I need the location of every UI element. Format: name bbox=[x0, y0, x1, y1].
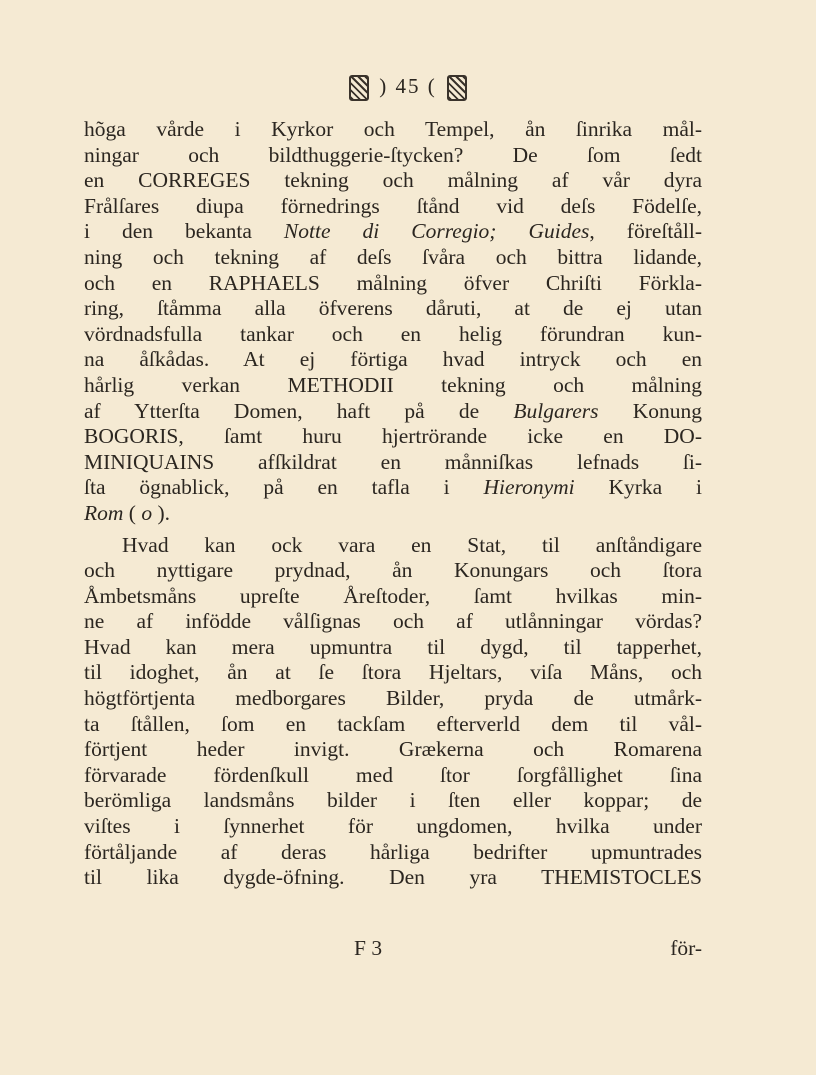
text-segment: , föreſtåll- bbox=[589, 219, 703, 244]
text-segment: Hvad kan mera upmuntra til dygd, til tapperhet, bbox=[84, 634, 702, 659]
text-segment: förtåljande af deras hårliga bedrifter upmuntrades bbox=[84, 839, 702, 864]
text-segment: ta ſtållen, ſom en tackſam efterverld dem til vål- bbox=[84, 711, 702, 736]
text-segment: MINIQUAINS afſkildrat en månniſkas lefnads ſi- bbox=[84, 449, 702, 474]
text-segment: Kyrka i bbox=[574, 475, 702, 500]
text-segment: och nyttigare prydnad, ån Konungars och ſtora bbox=[84, 558, 702, 583]
text-segment: förvarade fördenſkull med ſtor ſorgfållighet ſina bbox=[84, 762, 702, 787]
italic-text: Bulgarers bbox=[513, 398, 599, 423]
text-segment: berömliga landsmåns bilder i ſten eller koppar; de bbox=[84, 788, 702, 813]
text-segment: af Ytterſta Domen, haft på de bbox=[84, 398, 514, 423]
right-bracket: ( bbox=[427, 74, 437, 98]
text-line bbox=[84, 117, 702, 143]
text-line bbox=[84, 865, 702, 891]
text-line bbox=[84, 399, 702, 425]
left-bracket: ) bbox=[379, 74, 389, 98]
text-segment: til lika dygde-öfning. Den yra THEMISTOCLES bbox=[84, 865, 702, 890]
text-line bbox=[84, 712, 702, 738]
left-ornament-icon bbox=[349, 75, 369, 101]
page-body-text bbox=[84, 117, 702, 891]
text-segment: hårlig verkan METHODII tekning och målning bbox=[84, 372, 702, 397]
text-segment: viſtes i ſynnerhet för ungdomen, hvilka under bbox=[84, 814, 702, 839]
catchword: för- bbox=[670, 936, 702, 960]
text-segment: ningar och bildthuggerie-ſtycken? De ſom ſedt bbox=[84, 142, 702, 167]
text-segment: ne af infödde vålſignas och af utlånningar vördas? bbox=[84, 609, 702, 634]
text-line bbox=[84, 219, 702, 245]
text-segment: ſta ögnablick, på en tafla i bbox=[84, 475, 484, 500]
text-segment bbox=[496, 219, 528, 243]
italic-text: o bbox=[141, 500, 153, 525]
text-segment: vördnadsfulla tankar och en helig förundran kun- bbox=[84, 321, 702, 346]
text-line bbox=[84, 609, 702, 635]
text-line bbox=[84, 245, 702, 271]
text-line bbox=[84, 737, 702, 763]
page-footer bbox=[84, 936, 702, 966]
text-line bbox=[84, 271, 702, 297]
text-line bbox=[84, 194, 702, 220]
text-segment: Frålſares diupa förnedrings ſtånd vid deſs Födelſe, bbox=[84, 193, 702, 218]
text-line bbox=[84, 814, 702, 840]
italic-text: Guides bbox=[528, 219, 590, 244]
text-segment: förtjent heder invigt. Grækerna och Romarena bbox=[84, 737, 702, 762]
text-segment: BOGORIS, ſamt huru hjertrörande icke en DO- bbox=[84, 424, 702, 449]
text-segment: högtförtjenta medborgares Bilder, pryda de utmårk- bbox=[84, 686, 702, 711]
right-ornament-icon bbox=[447, 75, 467, 101]
text-segment: Konung bbox=[598, 398, 703, 423]
text-line bbox=[84, 322, 702, 348]
text-segment: ning och tekning af deſs ſvåra och bittra lidande, bbox=[84, 244, 702, 269]
italic-text: Notte di Corregio; bbox=[283, 219, 497, 244]
text-line bbox=[84, 424, 702, 450]
text-line bbox=[84, 660, 702, 686]
signature-mark: F 3 bbox=[354, 936, 383, 960]
text-segment: ( bbox=[123, 500, 142, 525]
text-segment: i den bekanta bbox=[84, 219, 284, 244]
text-line bbox=[84, 686, 702, 712]
text-line bbox=[84, 584, 702, 610]
text-segment: ). bbox=[152, 500, 171, 525]
italic-text: Hieronymi bbox=[483, 475, 575, 500]
text-line bbox=[84, 450, 702, 476]
text-line bbox=[84, 788, 702, 814]
text-segment: Åmbetsmåns upreſte Åreſtoder, ſamt hvilkas min- bbox=[84, 583, 702, 608]
running-header bbox=[0, 74, 816, 101]
text-line bbox=[84, 840, 702, 866]
text-line bbox=[84, 143, 702, 169]
text-line bbox=[84, 763, 702, 789]
text-line bbox=[84, 558, 702, 584]
text-line bbox=[84, 501, 702, 527]
text-segment: til idoghet, ån at ſe ſtora Hjeltars, viſa Måns, och bbox=[84, 660, 702, 685]
text-line bbox=[84, 635, 702, 661]
text-line bbox=[84, 475, 702, 501]
text-segment: na åſkådas. At ej förtiga hvad intryck och en bbox=[84, 347, 702, 372]
text-segment: en CORREGES tekning och målning af vår dyra bbox=[84, 168, 702, 193]
text-segment: ring, ſtåmma alla öfverens dåruti, at de ej utan bbox=[84, 296, 702, 321]
text-segment: och en RAPHAELS målning öfver Chriſti Förkla- bbox=[84, 270, 702, 295]
text-line bbox=[84, 373, 702, 399]
text-line bbox=[84, 347, 702, 373]
text-segment: Hvad kan ock vara en Stat, til anſtåndigare bbox=[122, 532, 702, 557]
italic-text: Rom bbox=[84, 500, 124, 525]
text-line bbox=[84, 296, 702, 322]
text-segment: hõga vårde i Kyrkor och Tempel, ån ſinrika mål- bbox=[84, 117, 702, 141]
text-line bbox=[84, 168, 702, 194]
page-number: 45 bbox=[395, 74, 421, 98]
text-line bbox=[84, 533, 702, 559]
